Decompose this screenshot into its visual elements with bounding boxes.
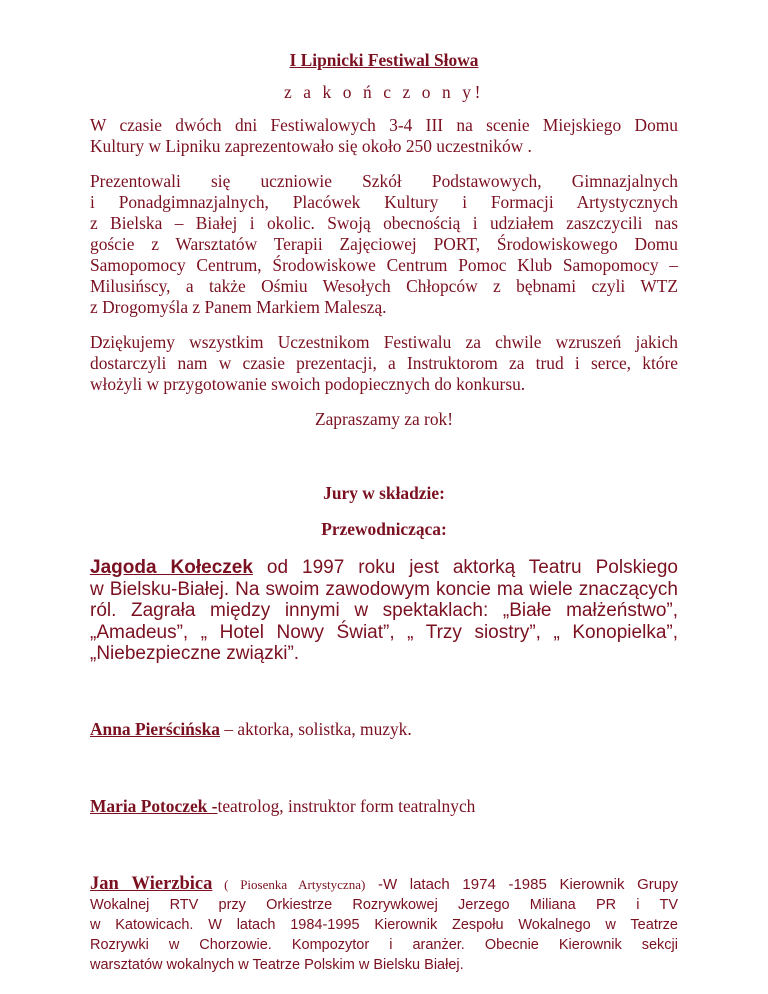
paragraph-line: z Drogomyśla z Panem Markiem Maleszą. [90,297,387,317]
document-page [90,50,678,975]
paragraph-participants [90,171,678,318]
paragraph-line: goście z Warsztatów Terapii Zajęciowej PORT, Środowiskowego Domu [90,234,678,254]
chair-heading: Przewodnicząca: [321,519,447,539]
paragraph-line: Prezentowali się uczniowie Szkół Podstawowych, Gimnazjalnych [90,171,678,191]
member-name: Jan Wierzbica [90,873,213,894]
member-bio-line: „Niebezpieczne związki”. [90,643,300,664]
paragraph-line: W czasie dwóch dni Festiwalowych 3-4 III na scenie Miejskiego Domu [90,115,678,135]
paragraph-line: Dziękujemy wszystkim Uczestnikom Festiwalu za chwile wzruszeń jakich [90,332,678,352]
paragraph-line: i Ponadgimnazjalnych, Placówek Kultury i Formacji Artystycznych [90,192,678,212]
member-first-line [90,557,678,579]
invitation-text: Zapraszamy za rok! [314,409,454,429]
member-first-line [90,874,678,895]
jury-heading: Jury w składzie: [323,483,445,503]
member-bio: – aktorka, solistka, muzyk. [219,718,412,739]
member-bio-line: warsztatów wokalnych w Teatrze Polskim w Bielsku Białej. [90,956,464,973]
paragraph-intro [90,115,678,157]
paragraph-line: włożyli w przygotowanie swoich podopiecznych do konkursu. [90,374,526,394]
paragraph-line: dostarczyli nam w czasie prezentacji, a Instruktorom za trud i serce, które [90,353,678,373]
member-name: Anna Pierścińska [90,718,220,739]
member-bio-line: w Katowicach. W latach 1984-1995 Kierownik Zespołu Wokalnego w Teatrze [90,916,678,933]
member-bio-line: Wokalnej RTV przy Orkiestrze Rozrywkowej Jerzego Miliana PR i TV [90,896,678,913]
member-bio: od 1997 roku jest aktorką Teatru Polskiego [252,557,678,578]
member-genre: ( Piosenka Artystyczna) [212,876,366,892]
jury-member [90,874,678,975]
paragraph-line: Samopomocy Centrum, Środowiskowe Centrum Pomoc Klub Samopomocy – [90,255,678,275]
paragraph-line: z Bielska – Białej i okolic. Swoją obecnością i udziałem zaszczycili nas [90,213,678,233]
member-bio-line: w Bielsku-Białej. Na swoim zawodowym koncie ma wiele znaczących [90,578,678,600]
member-bio-line: „Amadeus”, „ Hotel Nowy Świat”, „ Trzy siostry”, „ Konopielka”, [90,621,678,643]
member-bio: -W latach 1974 -1985 Kierownik Grupy [365,875,678,893]
jury-member [90,719,678,740]
member-name: Maria Potoczek - [90,795,218,816]
jury-member [90,796,678,817]
document-title: I Lipnicki Festiwal Słowa [289,50,479,70]
paragraph-line: Kultury w Lipniku zaprezentowało się około 250 uczestników . [90,136,532,156]
jury-member-chair [90,557,678,665]
member-name: Jagoda Kołeczek [90,557,253,578]
paragraph-line: Milusińscy, a także Ośmiu Wesołych Chłopców z bębnami czyli WTZ [90,276,678,296]
member-bio: teatrolog, instruktor form teatralnych [217,795,476,816]
paragraph-thanks [90,332,678,395]
member-bio-line: ról. Zagrała między innymi w spektaklach: „Białe małżeństwo”, [90,600,678,621]
member-bio-line: Rozrywki w Chorzowie. Kompozytor i aranżer. Obecnie Kierownik sekcji [90,936,678,953]
document-subtitle: z a k o ń c z o n y! [284,82,484,102]
